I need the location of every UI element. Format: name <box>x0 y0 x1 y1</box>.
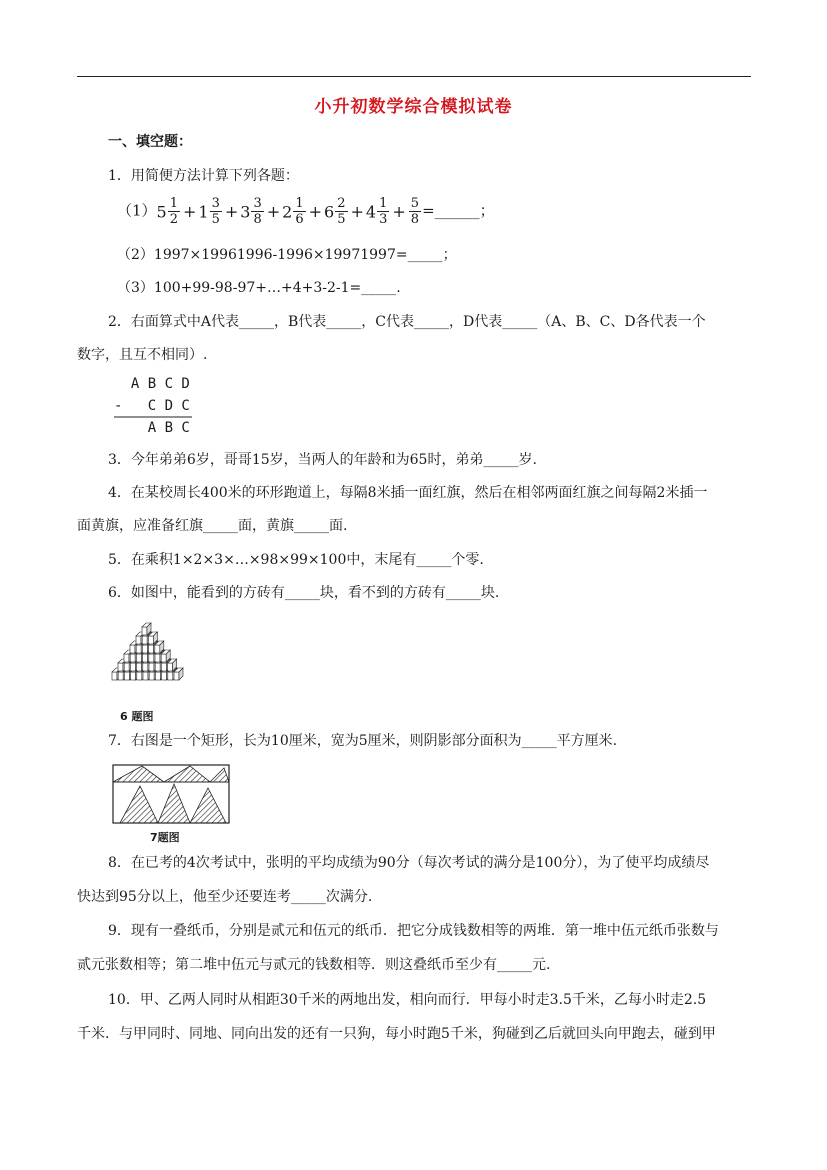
plus-sign: + <box>266 202 281 221</box>
fraction-denominator: 8 <box>410 212 420 227</box>
fraction-denominator: 2 <box>169 212 179 227</box>
q1-part1-terms <box>156 196 423 227</box>
mixed-number-whole: 3 <box>240 202 251 221</box>
section-heading: 一、填空题： <box>108 134 192 150</box>
q1-part1-label: （1） <box>117 201 157 220</box>
fig7-caption: 7题图 <box>150 831 180 844</box>
fraction <box>210 196 222 227</box>
q9-line1: 9．现有一叠纸币，分别是贰元和伍元的纸币．把它分成钱数相等的两堆．第一堆中伍元纸币张数与 <box>108 923 719 939</box>
q2-line2: 数字，且互不相同）. <box>77 347 208 363</box>
q4-line1: 4．在某校周长400米的环形跑道上，每隔8米插一面红旗，然后在相邻两面红旗之间每隔2米插一 <box>108 485 708 501</box>
fraction <box>409 196 421 227</box>
fraction-numerator: 3 <box>211 196 220 211</box>
q2-subtraction-row1: A B C D <box>114 376 190 392</box>
q1-part1-tail: =______； <box>422 201 495 220</box>
q4-line2: 面黄旗，应准备红旗_____面，黄旗_____面. <box>77 518 348 534</box>
q3: 3．今年弟弟6岁，哥哥15岁，当两人的年龄和为65时，弟弟_____岁. <box>108 452 537 468</box>
mixed-number-whole: 4 <box>365 202 377 221</box>
fraction-numerator: 5 <box>410 196 420 211</box>
q1-stem: 1．用简便方法计算下列各题： <box>108 168 299 184</box>
q2-line1: 2．右面算式中A代表_____，B代表_____，C代表_____，D代表_____（A、B、C、D各代表一个 <box>108 314 706 330</box>
fraction-numerator: 1 <box>295 196 304 211</box>
fraction <box>335 196 347 227</box>
mixed-number-whole: 1 <box>198 202 209 221</box>
q10-line1: 10．甲、乙两人同时从相距30千米的两地出发，相向而行．甲每小时走3.5千米，乙每小时走2.5 <box>108 992 707 1008</box>
q10-line2: 千米．与甲同时、同地、同向出发的还有一只狗，每小时跑5千米，狗碰到乙后就回头向甲跑去，碰到甲 <box>77 1026 716 1042</box>
page-title: 小升初数学综合模拟试卷 <box>314 97 513 117</box>
plus-sign: + <box>224 202 239 221</box>
fig6-caption: 6 题图 <box>120 710 154 723</box>
brick-pyramid-figure <box>108 610 196 692</box>
fraction <box>293 196 305 227</box>
q8-line1: 8．在已考的4次考试中，张明的平均成绩为90分（每次考试的满分是100分），为了使平均成绩尽 <box>108 855 710 871</box>
header-rule <box>77 76 751 77</box>
q8-line2: 快达到95分以上，他至少还要连考_____次满分. <box>77 889 373 905</box>
shaded-rectangle-figure <box>112 764 232 826</box>
plus-sign: + <box>308 202 323 221</box>
fraction <box>168 196 180 227</box>
q1-part3: （3）100+99-98-97+…+4+3-2-1=_____. <box>117 280 401 296</box>
q5: 5．在乘积1×2×3×…×98×99×100中，末尾有_____个零. <box>108 552 484 568</box>
q2-subtraction-row2: - C D C <box>114 398 190 414</box>
q2-subtraction-row3: A B C <box>114 420 190 436</box>
q7: 7．右图是一个矩形，长为10厘米，宽为5厘米，则阴影部分面积为_____平方厘米. <box>108 733 618 749</box>
q9-line2: 贰元张数相等；第二堆中伍元与贰元的钱数相等．则这叠纸币至少有_____元. <box>77 957 551 973</box>
q1-part1-expression <box>117 196 495 227</box>
plus-sign: + <box>183 202 197 221</box>
fraction-numerator: 1 <box>169 196 179 211</box>
fraction-numerator: 2 <box>337 196 346 211</box>
mixed-number-whole: 5 <box>156 202 167 221</box>
mixed-number-whole: 2 <box>282 202 293 221</box>
fraction <box>251 196 263 227</box>
fraction-numerator: 3 <box>253 196 262 211</box>
plus-sign: + <box>350 202 364 221</box>
q6: 6．如图中，能看到的方砖有_____块，看不到的方砖有_____块. <box>108 585 500 601</box>
fraction-denominator: 5 <box>337 212 346 227</box>
fraction-numerator: 1 <box>379 196 388 211</box>
q1-part2: （2）1997×19961996-1996×19971997=_____； <box>117 247 457 263</box>
fraction-denominator: 3 <box>379 212 388 227</box>
fraction-denominator: 8 <box>253 212 262 227</box>
plus-sign: + <box>392 202 406 221</box>
fraction <box>377 196 389 227</box>
fraction-denominator: 5 <box>211 212 220 227</box>
fraction-denominator: 6 <box>295 212 304 227</box>
mixed-number-whole: 6 <box>324 202 335 221</box>
